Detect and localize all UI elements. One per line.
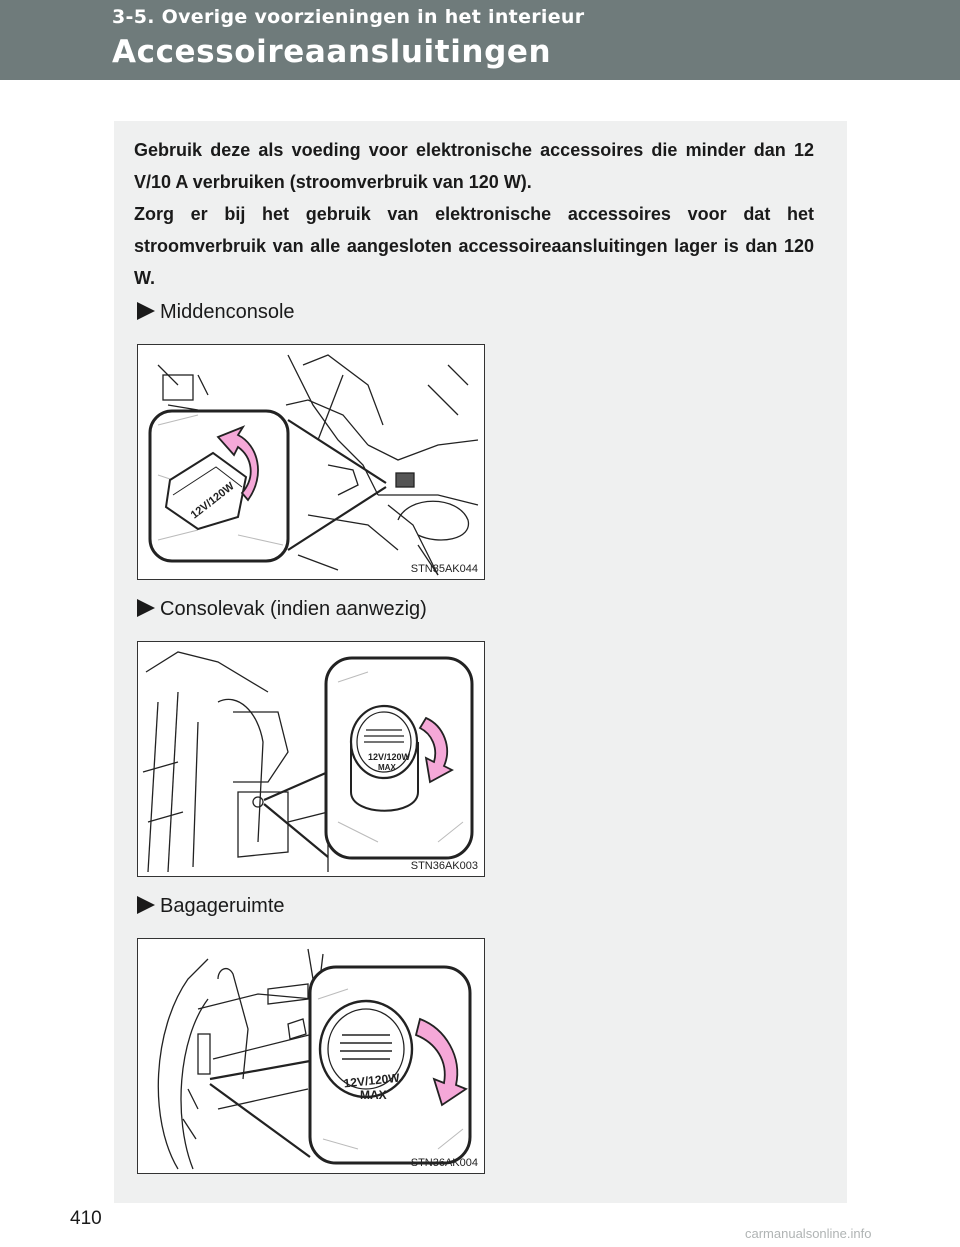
svg-text:12V/120W: 12V/120W [342, 1070, 401, 1091]
intro-paragraph-1: Gebruik deze als voeding voor elektronische accessoires die minder dan 12 V/10 A verbruiken (stroomverbruik van 120 W). [134, 140, 814, 192]
figure-code: STN36AK003 [410, 860, 478, 872]
pointer-triangle-icon [137, 599, 155, 617]
svg-text:12V/120W: 12V/120W [368, 752, 411, 762]
figure-code: STN36AK004 [410, 1157, 478, 1169]
section-label-consolevak: Consolevak (indien aanwezig) [137, 598, 427, 621]
pointer-triangle-icon [137, 896, 155, 914]
section-label-middenconsole: Middenconsole [137, 301, 295, 324]
pointer-triangle-icon [137, 302, 155, 320]
section-title: 3-5. Overige voorzieningen in het interieur [112, 6, 585, 28]
figure-bagageruimte [137, 938, 485, 1174]
intro-paragraph-2: Zorg er bij het gebruik van elektronische accessoires voor dat het stroomverbruik van alle aangesloten accessoireaansluitingen lager is dan 120 W. [134, 204, 814, 288]
page-header [0, 0, 960, 80]
figure-consolevak [137, 641, 485, 877]
svg-text:MAX: MAX [378, 763, 396, 772]
intro-text [134, 134, 814, 294]
figure-code: STN35AK044 [410, 563, 478, 575]
svg-text:12V/120W: 12V/120W [188, 480, 237, 522]
figure-middenconsole [137, 344, 485, 580]
section-label-bagageruimte: Bagageruimte [137, 895, 285, 918]
consolevak-illustration [138, 642, 484, 876]
page-title: Accessoireaansluitingen [112, 34, 552, 70]
bagageruimte-illustration [138, 939, 484, 1173]
middenconsole-illustration [138, 345, 484, 579]
svg-text:MAX: MAX [360, 1088, 387, 1102]
page-number: 410 [70, 1208, 102, 1229]
watermark: carmanualsonline.info [745, 1226, 872, 1241]
